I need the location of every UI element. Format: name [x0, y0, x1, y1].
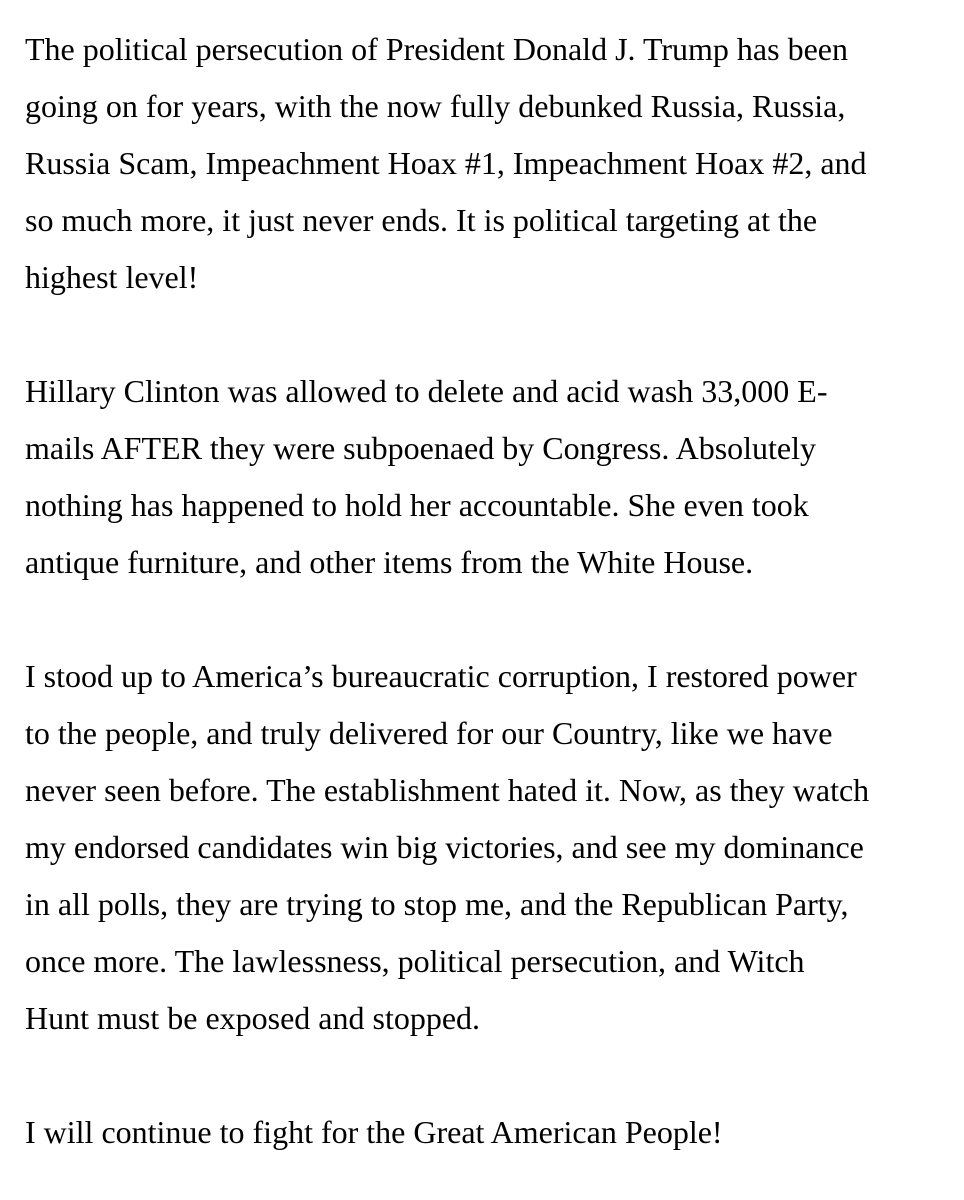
text-line: going on for years, with the now fully debunked Russia, Russia,	[25, 88, 846, 124]
paragraph-2	[25, 363, 950, 591]
text-line: my endorsed candidates win big victories, and see my dominance	[25, 829, 864, 865]
paragraph-3	[25, 648, 950, 1047]
paragraph-spacer	[25, 1047, 950, 1104]
text-line: never seen before. The establishment hated it. Now, as they watch	[25, 772, 870, 808]
text-line: to the people, and truly delivered for our Country, like we have	[25, 715, 833, 751]
text-line: Hunt must be exposed and stopped.	[25, 1000, 481, 1036]
paragraph-4	[25, 1104, 950, 1161]
text-line: The political persecution of President Donald J. Trump has been	[25, 31, 848, 67]
text-line: so much more, it just never ends. It is political targeting at the	[25, 202, 818, 238]
paragraph-1	[25, 21, 950, 306]
paragraph-spacer	[25, 306, 950, 363]
text-line: Hillary Clinton was allowed to delete and acid wash 33,000 E-	[25, 373, 828, 409]
text-line: I stood up to America’s bureaucratic corruption, I restored power	[25, 658, 857, 694]
text-line: in all polls, they are trying to stop me, and the Republican Party,	[25, 886, 849, 922]
paragraph-spacer	[25, 591, 950, 648]
text-line: mails AFTER they were subpoenaed by Congress. Absolutely	[25, 430, 817, 466]
text-line: nothing has happened to hold her accountable. She even took	[25, 487, 809, 523]
text-line: I will continue to fight for the Great American People!	[25, 1114, 723, 1150]
text-line: once more. The lawlessness, political persecution, and Witch	[25, 943, 805, 979]
text-line: highest level!	[25, 259, 199, 295]
text-line: antique furniture, and other items from the White House.	[25, 544, 754, 580]
text-line: Russia Scam, Impeachment Hoax #1, Impeachment Hoax #2, and	[25, 145, 867, 181]
statement-document	[25, 21, 950, 1161]
